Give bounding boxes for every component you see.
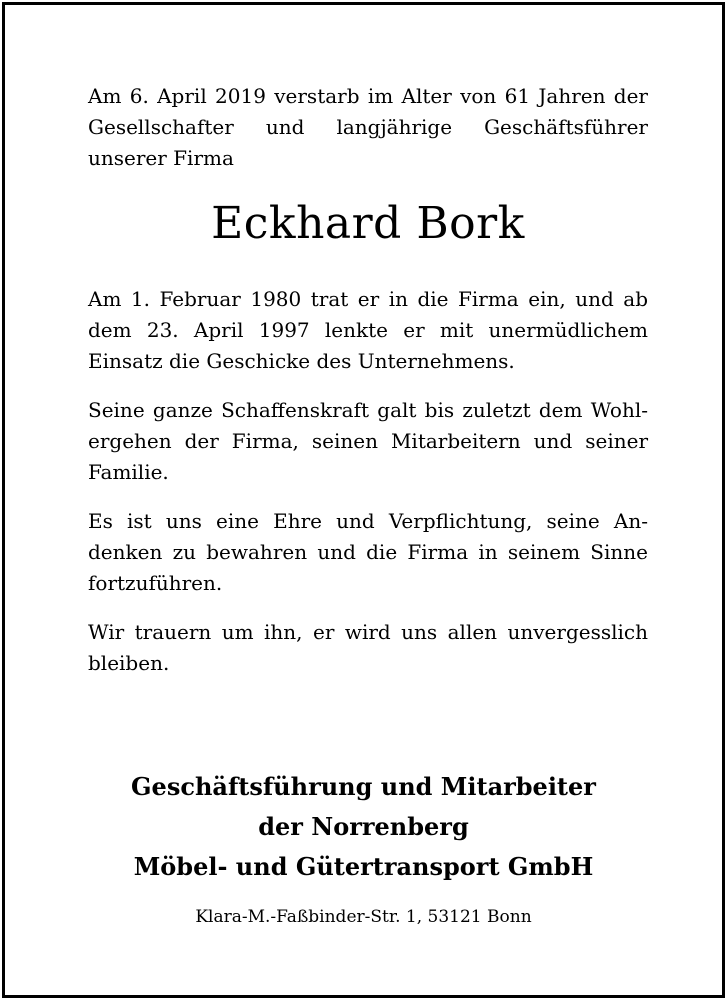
paragraph-career: Am 1. Februar 1980 trat er in die Firma ein, und ab dem 23. April 1997 lenkte er mit unermüdlichem Einsatz die Geschicke des Unternehmens. — [88, 287, 648, 373]
signature-block — [5, 767, 722, 887]
signature-line: Geschäftsführung und Mitarbeiter — [131, 772, 596, 801]
notice-body — [88, 81, 648, 697]
paragraph-dedication: Seine ganze Schaffenskraft galt bis zuletzt dem Wohlergehen der Firma, seinen Mitarbeitern und seiner Familie. — [88, 398, 648, 484]
paragraph-mourning: Wir trauern um ihn, er wird uns allen unvergesslich bleiben. — [88, 620, 648, 675]
notice-frame — [2, 2, 725, 998]
deceased-name: Eckhard Bork — [211, 198, 525, 249]
signature-line: der Norrenberg — [258, 812, 469, 841]
signature-line: Möbel- und Gütertransport GmbH — [133, 852, 594, 881]
intro-text: Am 6. April 2019 verstarb im Alter von 61 Jahren der Gesellschafter und langjährige Geschäftsführer unserer Firma — [88, 84, 648, 170]
paragraph-legacy: Es ist uns eine Ehre und Verpflichtung, seine Andenken zu bewahren und die Firma in seinem Sinne fortzuführen. — [88, 509, 648, 595]
company-address: Klara-M.-Faßbinder-Str. 1, 53121 Bonn — [195, 907, 532, 927]
